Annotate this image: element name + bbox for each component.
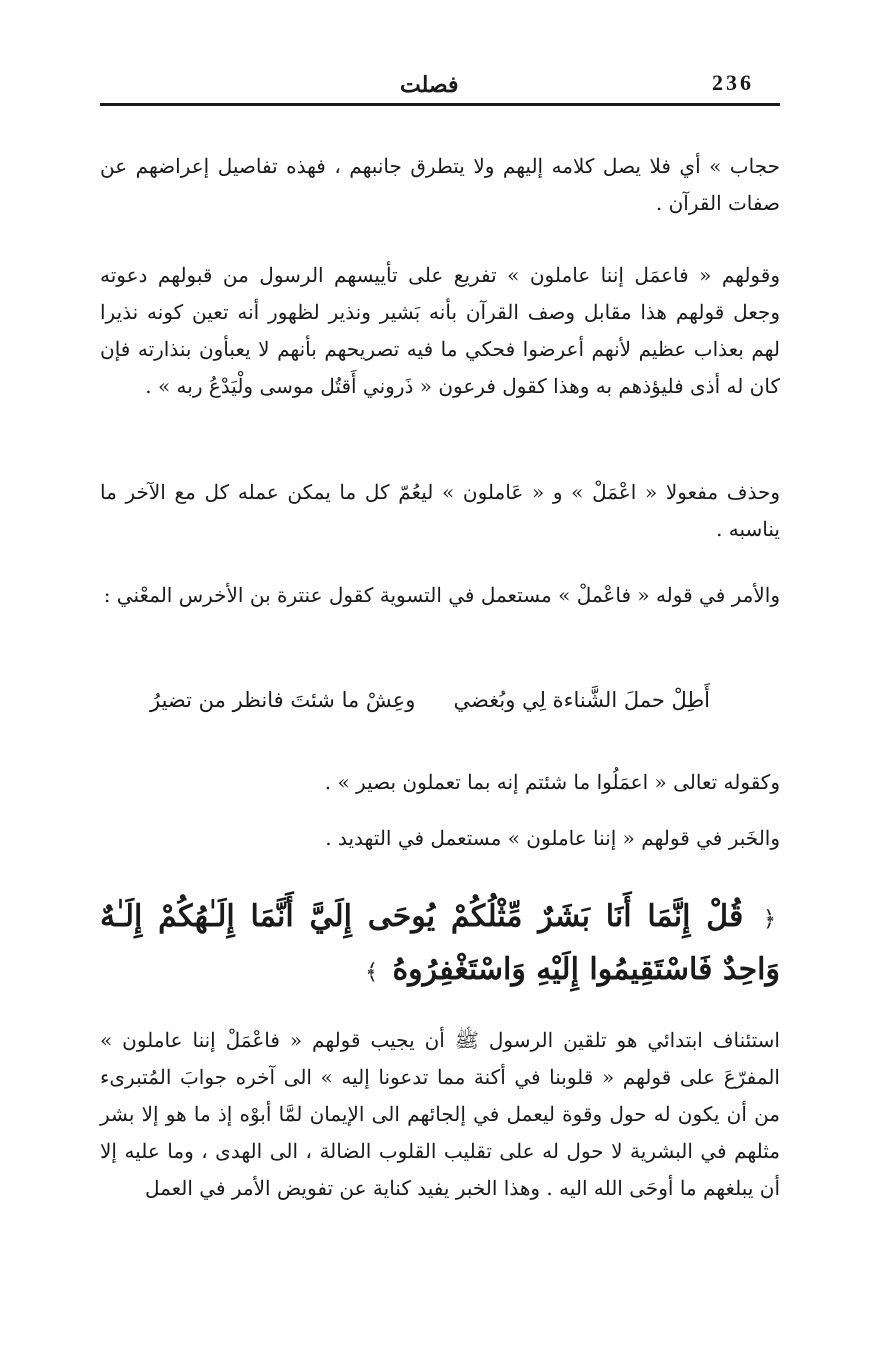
quran-verse-text: قُلْ إِنَّمَا أَنَا بَشَرٌ مِّثْلُكُمْ يُوحَى إِلَيَّ أَنَّمَا إِلَـٰهُكُمْ إِلَـٰهٌ وَاحِدٌ فَاسْتَقِيمُوا إِلَيْهِ وَاسْتَغْفِرُوهُ: [100, 899, 780, 987]
paragraph-7: استئناف ابتدائي هو تلقين الرسول ﷺ أن يجيب قولهم « فاعْمَلْ إننا عاملون » المفرّعَ على قولهم « قلوبنا في أكنة مما تدعونا إليه » الى آخره جوابَ المُتبرىء من أن يكون له حول وقوة ليعمل في إلجائهم الى الإيمان لمَّا أبوْه إذ ما هو إلا بشر مثلهم في البشرية لا حول له على تقليب القلوب الضالة ، الى الهدى ، وما عليه إلا أن يبلغهم ما أوحَى الله اليه . وهذا الخبر يفيد كناية عن تفويض الأمر في العمل: [100, 1028, 780, 1200]
paragraph-1: حجاب » أي فلا يصل كلامه إليهم ولا يتطرق جانبهم ، فهذه تفاصيل إعراضهم عن صفات القرآن .: [100, 154, 780, 215]
poetry-verse: [150, 688, 710, 728]
paragraph-5: وكقوله تعالى « اعمَلُوا ما شئتم إنه بما تعملون بصير » .: [324, 770, 780, 794]
header-rule: [100, 103, 780, 106]
ornate-bracket-open-icon: ﴿: [763, 907, 776, 932]
paragraph-6: والخَبر في قولهم « إننا عاملون » مستعمل في التهديد .: [325, 826, 780, 850]
running-title: فصلت: [400, 72, 459, 98]
paragraph-2: وقولهم « فاعمَل إننا عاملون » تفريع على تأييسهم الرسول من قبولهم دعوته وجعل قولهم هذا مقابل وصف القرآن بأنه بَشير ونذير لظهور أنه تعين كونه نذيرا لهم بعذاب عظيم لأنهم أعرضوا فحكي ما فيه تصريحهم بأنهم لا يعبأون بنذارته فإن كان له أذى فليؤذهم به وهذا كقول فرعون « ذَروني أَقتُل موسى ولْيَدْعُ ربه » .: [100, 263, 780, 398]
page-header: [100, 64, 780, 104]
ornate-bracket-close-icon: ﴾: [365, 960, 378, 985]
page-number: 236: [712, 70, 754, 95]
quran-verse: [100, 892, 780, 998]
paragraph-3: وحذف مفعولا « اعْمَلْ » و « عَاملون » ليعُمّ كل ما يمكن عمله كل مع الآخر ما يناسبه .: [100, 480, 780, 541]
paragraph-4: والأمر في قوله « فاعْملْ » مستعمل في التسوية كقول عنترة بن الأخرس المعْني :: [103, 583, 780, 607]
verse-first-hemistich: أَطِلْ حملَ الشَّناءة لِي وبُغضي: [453, 688, 710, 712]
verse-second-hemistich: وعِشْ ما شئتَ فانظر من تضيرُ: [150, 688, 416, 712]
